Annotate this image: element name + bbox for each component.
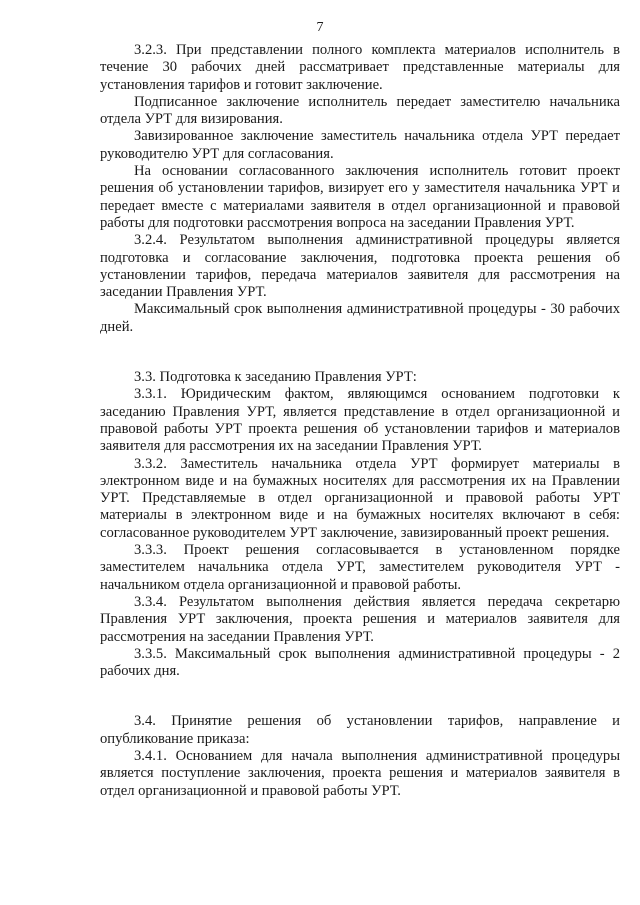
section-gap [100, 680, 620, 713]
paragraph-3-3-3: 3.3.3. Проект решения согласовывается в установленном порядке заместителем начальника отдела УРТ, заместителем руководителя УРТ - начальником отдела организационной и правовой работы. [100, 542, 620, 593]
section-gap [100, 336, 620, 369]
paragraph-3-3-5: 3.3.5. Максимальный срок выполнения административной процедуры - 2 рабочих дня. [100, 645, 620, 680]
paragraph-3-2-4: 3.2.4. Результатом выполнения административной процедуры является подготовка и согласование заключения, подготовка проекта решения об установлении тарифов, передача материалов заявителя для рассмотрения на заседании Правления УРТ. [100, 232, 620, 301]
paragraph-endorsed-conclusion: Завизированное заключение заместитель начальника отдела УРТ передает руководителю УРТ для согласования. [100, 128, 620, 162]
paragraph-signed-conclusion: Подписанное заключение исполнитель передает заместителю начальника отдела УРТ для визирования. [100, 93, 620, 128]
paragraph-max-term-30: Максимальный срок выполнения административной процедуры - 30 рабочих дней. [100, 301, 620, 335]
paragraph-3-4-1: 3.4.1. Основанием для начала выполнения административной процедуры является поступление заключения, проекта решения и материалов заявителя в отдел организационной и правовой работы УРТ. [100, 747, 620, 799]
document-body [100, 42, 620, 800]
paragraph-3-3-4: 3.3.4. Результатом выполнения действия является передача секретарю Правления УРТ заключения, проекта решения и материалов заявителя для рассмотрения на заседании Правления УРТ. [100, 593, 620, 645]
paragraph-3-2-3: 3.2.3. При представлении полного комплекта материалов исполнитель в течение 30 рабочих дней рассматривает представленные материалы для установления тарифов и готовит заключение. [100, 42, 620, 93]
section-heading-3-4: 3.4. Принятие решения об установлении тарифов, направление и опубликование приказа: [100, 713, 620, 747]
paragraph-3-3-2: 3.3.2. Заместитель начальника отдела УРТ формирует материалы в электронном виде и на бумажных носителях для рассмотрения их на Правлении УРТ. Представляемые в отдел организационной и правовой работы УРТ материалы в электронном виде и на бумажных носителях включают в себя: согласованное руководителем УРТ заключение, завизированный проект решения. [100, 455, 620, 541]
page-number: 7 [316, 20, 324, 35]
paragraph-draft-decision: На основании согласованного заключения исполнитель готовит проект решения об установлении тарифов, визирует его у заместителя начальника УРТ и передает вместе с материалами заявителя в отдел организационной и правовой работы для подготовки рассмотрения вопроса на заседании Правления УРТ. [100, 163, 620, 231]
section-heading-3-3: 3.3. Подготовка к заседанию Правления УРТ: [134, 369, 417, 386]
paragraph-3-3-1: 3.3.1. Юридическим фактом, являющимся основанием подготовки к заседанию Правления УРТ, является представление в отдел организационной и правовой работы УРТ проекта решения об установлении тарифов и материалов заявителя для рассмотрения их на заседании Правления УРТ. [100, 386, 620, 455]
